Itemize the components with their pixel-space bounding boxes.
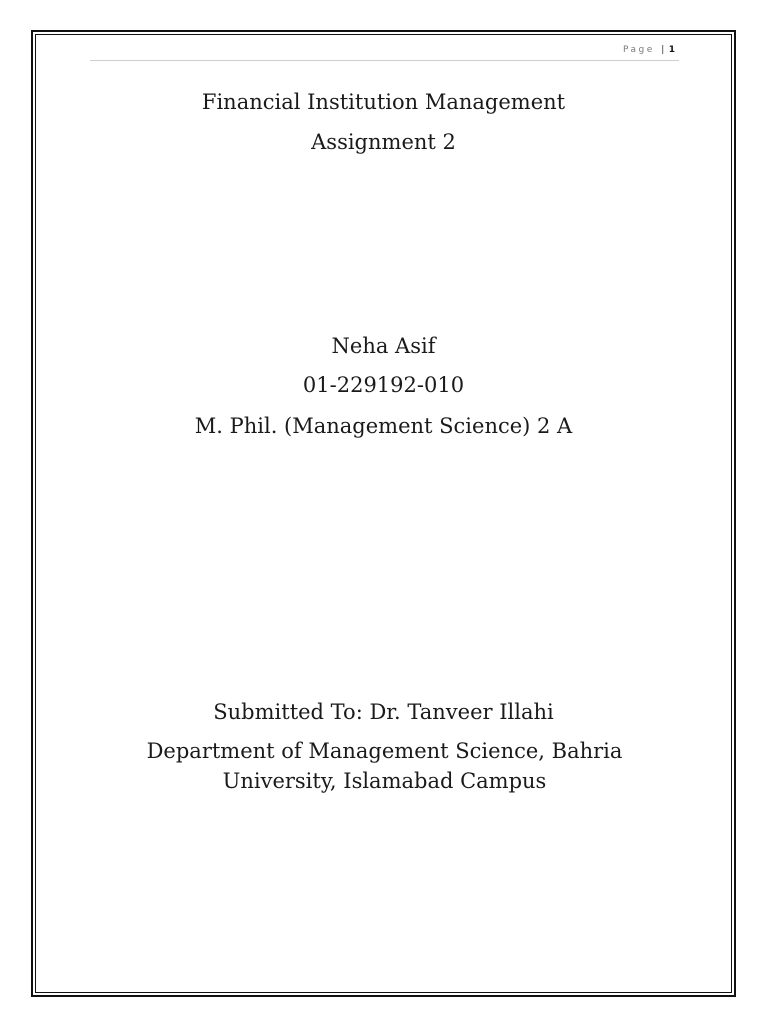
student-id: 01-229192-010 (302, 373, 465, 397)
assignment-title: Assignment 2 (311, 130, 456, 154)
department-affiliation: Department of Management Science, Bahria University, Islamabad Campus (146, 739, 623, 793)
page-number: 1 (668, 45, 675, 55)
page-number-label (623, 45, 675, 55)
page-separator: | (661, 45, 667, 55)
page-border-inner (35, 34, 732, 993)
page-label: Page (623, 45, 655, 55)
submitted-to: Submitted To: Dr. Tanveer Illahi (213, 700, 554, 724)
page-header (90, 40, 679, 61)
course-title: Financial Institution Management (201, 90, 566, 114)
student-name: Neha Asif (331, 334, 436, 358)
student-program: M. Phil. (Management Science) 2 A (194, 414, 573, 438)
